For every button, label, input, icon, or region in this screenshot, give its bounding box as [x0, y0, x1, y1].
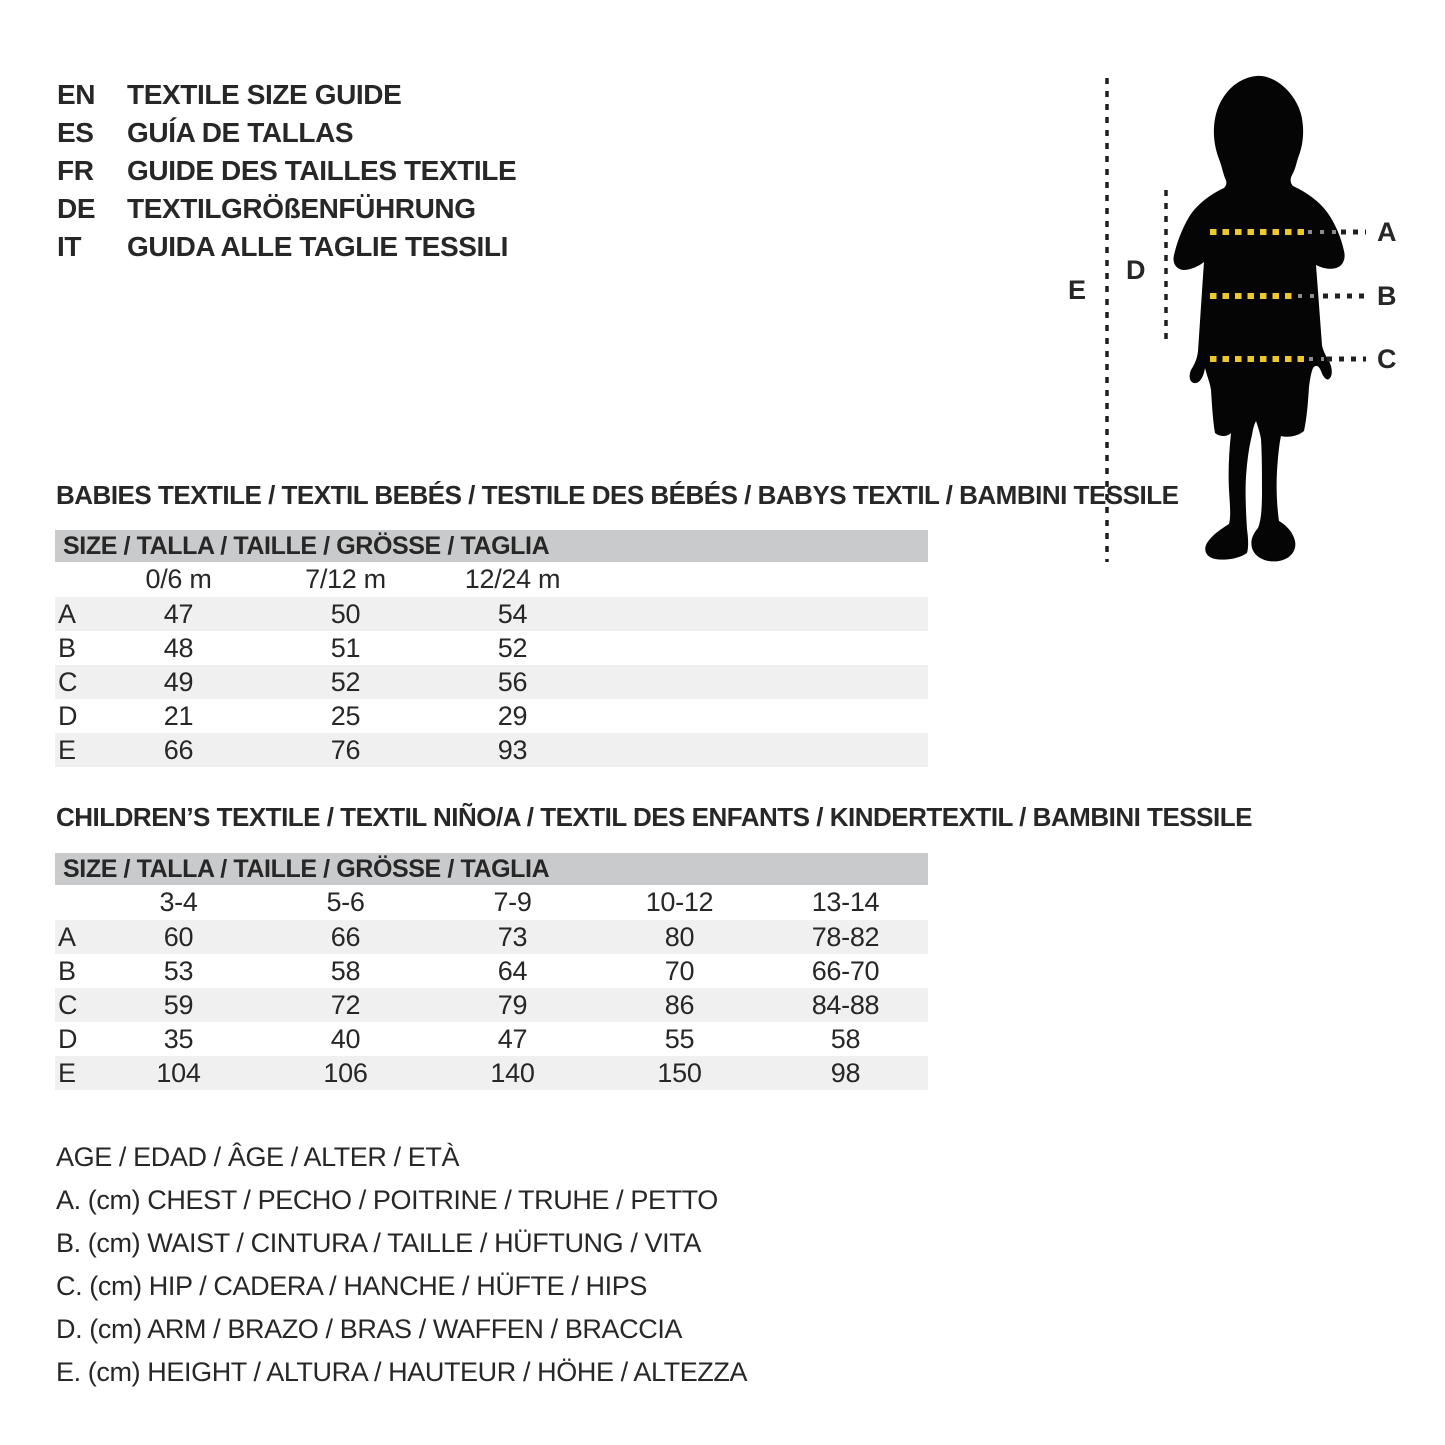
column-header: 5-6: [326, 887, 365, 917]
cell: 93: [497, 734, 528, 765]
legend-age: AGE / EDAD / ÂGE / ALTER / ETÀ: [56, 1142, 460, 1172]
cell: 66-70: [811, 955, 880, 986]
measurement-diagram: [1060, 60, 1445, 600]
legend-hip: C. (cm) HIP / CADERA / HANCHE / HÜFTE / HIPS: [56, 1271, 647, 1301]
cell: 55: [664, 1023, 695, 1054]
cell: 70: [664, 955, 695, 986]
table-row: [55, 954, 928, 988]
lang-row-fr: [57, 152, 516, 190]
cell-empty: [763, 665, 928, 699]
row-label: A: [58, 598, 76, 629]
table-row: [55, 631, 928, 665]
cell: 58: [830, 1023, 861, 1054]
lang-row-de: [57, 190, 516, 228]
label-e: E: [1068, 275, 1087, 305]
column-header: 3-4: [159, 887, 198, 917]
row-label: C: [58, 666, 78, 697]
cell-empty: [596, 597, 763, 631]
lang-row-en: [57, 76, 516, 114]
babies-size-header-bar: SIZE / TALLA / TAILLE / GRÖSSE / TAGLIA: [55, 530, 928, 562]
table-row: [55, 699, 928, 733]
table-row: [55, 597, 928, 631]
lang-code: ES: [57, 117, 94, 148]
cell-empty: [763, 597, 928, 631]
cell: 21: [163, 700, 194, 731]
cell: 35: [163, 1023, 194, 1054]
legend-height: E. (cm) HEIGHT / ALTURA / HAUTEUR / HÖHE / ALTEZZA: [56, 1357, 748, 1387]
cell: 49: [163, 666, 194, 697]
cell: 60: [163, 921, 194, 952]
guide-title-de: TEXTILGRÖßENFÜHRUNG: [127, 193, 476, 224]
row-label: E: [58, 1057, 76, 1088]
cell: 106: [323, 1057, 368, 1088]
children-size-header-bar: SIZE / TALLA / TAILLE / GRÖSSE / TAGLIA: [55, 853, 928, 885]
row-label: B: [58, 632, 76, 663]
lang-code: DE: [57, 193, 96, 224]
table-row: [55, 733, 928, 767]
cell-empty: [596, 733, 763, 767]
row-label: A: [58, 921, 76, 952]
table-row: [55, 1022, 928, 1056]
cell: 47: [497, 1023, 528, 1054]
column-header: 7/12 m: [305, 564, 386, 594]
lang-code: FR: [57, 155, 94, 186]
cell: 47: [163, 598, 194, 629]
cell: 25: [330, 700, 361, 731]
cell: 52: [330, 666, 361, 697]
lang-code: IT: [57, 231, 82, 262]
lang-row-es: [57, 114, 516, 152]
column-header: 12/24 m: [464, 564, 561, 594]
cell: 84-88: [811, 989, 880, 1020]
cell: 54: [497, 598, 528, 629]
row-label: E: [58, 734, 76, 765]
cell: 72: [330, 989, 361, 1020]
column-header-empty: [596, 562, 763, 597]
cell: 53: [163, 955, 194, 986]
column-header-empty: [763, 562, 928, 597]
guide-title-es: GUÍA DE TALLAS: [127, 117, 354, 148]
cell: 52: [497, 632, 528, 663]
label-a: A: [1377, 217, 1397, 247]
label-d: D: [1126, 255, 1146, 285]
cell-empty: [763, 733, 928, 767]
guide-title-en: TEXTILE SIZE GUIDE: [127, 79, 402, 110]
cell: 58: [330, 955, 361, 986]
label-c: C: [1377, 344, 1397, 374]
babies-size-table: [55, 562, 928, 767]
lang-row-it: [57, 228, 516, 266]
lang-code: EN: [57, 79, 96, 110]
cell: 29: [497, 700, 528, 731]
column-header: 7-9: [493, 887, 532, 917]
cell: 80: [664, 921, 695, 952]
cell-empty: [596, 631, 763, 665]
cell: 59: [163, 989, 194, 1020]
cell: 51: [330, 632, 361, 663]
cell: 40: [330, 1023, 361, 1054]
legend-waist: B. (cm) WAIST / CINTURA / TAILLE / HÜFTUNG / VITA: [56, 1228, 701, 1258]
row-label: D: [58, 1023, 78, 1054]
cell: 150: [657, 1057, 702, 1088]
guide-title-fr: GUIDE DES TAILLES TEXTILE: [127, 155, 517, 186]
column-header: 10-12: [645, 887, 714, 917]
table-row: [55, 665, 928, 699]
cell-empty: [596, 699, 763, 733]
row-label: C: [58, 989, 78, 1020]
cell: 104: [156, 1057, 201, 1088]
language-title-list: [57, 76, 516, 266]
babies-section-title: BABIES TEXTILE / TEXTIL BEBÉS / TESTILE DES BÉBÉS / BABYS TEXTIL / BAMBINI TESSILE: [56, 480, 1179, 510]
children-section-title: CHILDREN’S TEXTILE / TEXTIL NIÑO/A / TEXTIL DES ENFANTS / KINDERTEXTIL / BAMBINI TESSILE: [56, 802, 1252, 832]
legend-arm: D. (cm) ARM / BRAZO / BRAS / WAFFEN / BRACCIA: [56, 1314, 683, 1344]
cell: 73: [497, 921, 528, 952]
guide-title-it: GUIDA ALLE TAGLIE TESSILI: [127, 231, 508, 262]
cell: 98: [830, 1057, 861, 1088]
children-column-header-row: [55, 885, 928, 920]
row-label: D: [58, 700, 78, 731]
children-size-table: [55, 885, 928, 1090]
cell: 66: [330, 921, 361, 952]
measurement-legend: [56, 1136, 747, 1394]
column-header: 0/6 m: [145, 564, 212, 594]
cell: 50: [330, 598, 361, 629]
corner-cell: [55, 885, 95, 920]
cell-empty: [596, 665, 763, 699]
babies-column-header-row: [55, 562, 928, 597]
table-row: [55, 1056, 928, 1090]
row-label: B: [58, 955, 76, 986]
cell: 64: [497, 955, 528, 986]
corner-cell: [55, 562, 95, 597]
cell: 66: [163, 734, 194, 765]
table-row: [55, 988, 928, 1022]
cell: 78-82: [811, 921, 880, 952]
cell-empty: [763, 699, 928, 733]
cell-empty: [763, 631, 928, 665]
cell: 140: [490, 1057, 535, 1088]
cell: 79: [497, 989, 528, 1020]
legend-chest: A. (cm) CHEST / PECHO / POITRINE / TRUHE / PETTO: [56, 1185, 718, 1215]
child-silhouette: [1173, 76, 1344, 562]
cell: 86: [664, 989, 695, 1020]
cell: 48: [163, 632, 194, 663]
label-b: B: [1377, 281, 1397, 311]
cell: 56: [497, 666, 528, 697]
table-row: [55, 920, 928, 954]
column-header: 13-14: [811, 887, 880, 917]
child-silhouette-shape: [1173, 76, 1344, 562]
cell: 76: [330, 734, 361, 765]
